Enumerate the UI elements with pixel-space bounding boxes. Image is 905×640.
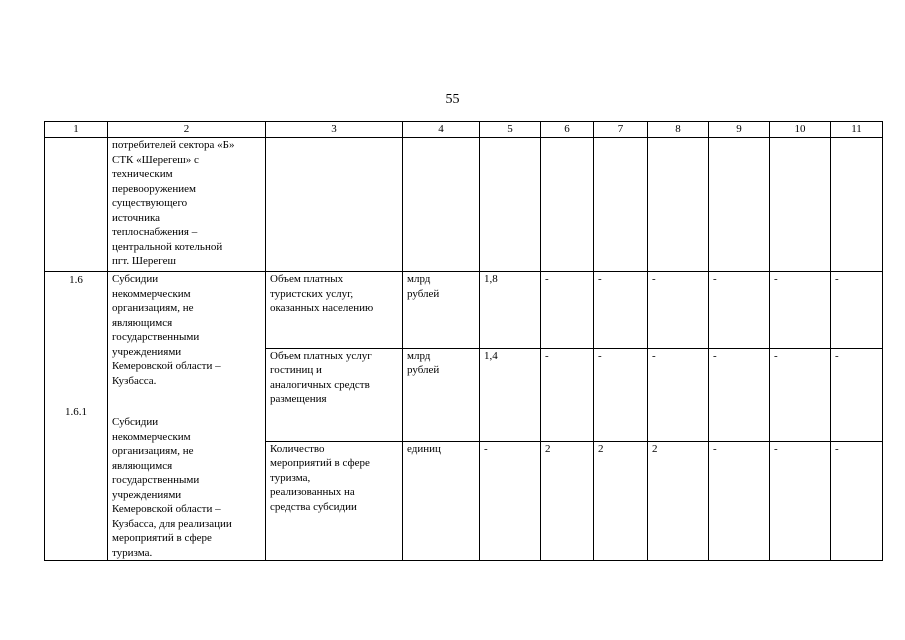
subsection-number: 1.6.1	[65, 405, 87, 418]
indicator-name-cell	[266, 348, 403, 441]
value-cell: -	[770, 441, 831, 561]
value-cell: -	[648, 348, 709, 441]
value-cell: -	[831, 272, 883, 349]
empty-cell	[541, 138, 594, 272]
value-cell: -	[541, 272, 594, 349]
indicator-unit: млрд рублей	[407, 349, 440, 377]
value-cell: -	[831, 348, 883, 441]
indicator-name-cell	[266, 272, 403, 349]
column-header: 8	[648, 122, 709, 138]
value-cell: 1,4	[480, 348, 541, 441]
section-description: Субсидии некоммерческим организациям, не являющимся государственными учреждениями Кемеровской области – Кузбасса.	[112, 273, 221, 387]
value-cell: -	[770, 348, 831, 441]
value-cell: -	[648, 272, 709, 349]
value-cell: 2	[594, 441, 648, 561]
value-cell: 2	[541, 441, 594, 561]
value-cell: -	[480, 441, 541, 561]
indicator-name: Объем платных туристских услуг, оказанных населению	[270, 273, 374, 314]
indicator-name: Объем платных услуг гостиниц и аналогичных средств размещения	[270, 349, 372, 406]
value-cell: -	[709, 348, 770, 441]
value-cell: -	[709, 441, 770, 561]
unit-cell	[403, 348, 480, 441]
indicators-table	[44, 121, 883, 561]
continuation-row	[45, 138, 883, 272]
column-header: 5	[480, 122, 541, 138]
empty-cell	[45, 138, 108, 272]
column-header: 1	[45, 122, 108, 138]
empty-cell	[480, 138, 541, 272]
value-cell: -	[831, 441, 883, 561]
column-header: 10	[770, 122, 831, 138]
indicator-unit: единиц	[407, 442, 441, 455]
column-header: 3	[266, 122, 403, 138]
empty-cell	[831, 138, 883, 272]
empty-cell	[594, 138, 648, 272]
empty-cell	[266, 138, 403, 272]
column-header: 4	[403, 122, 480, 138]
value-cell: -	[541, 348, 594, 441]
section-description-cell	[108, 272, 266, 561]
empty-cell	[770, 138, 831, 272]
column-header: 9	[709, 122, 770, 138]
column-header: 7	[594, 122, 648, 138]
unit-cell	[403, 272, 480, 349]
value-cell: -	[709, 272, 770, 349]
continuation-text: потребителей сектора «Б» СТК «Шерегеш» с техническим перевооружением существующего источника теплоснабжения – центральной котельной пгт. Шерегеш	[112, 139, 235, 267]
value-cell: 1,8	[480, 272, 541, 349]
indicator-unit: млрд рублей	[407, 273, 440, 300]
value-cell: 2	[648, 441, 709, 561]
empty-cell	[403, 138, 480, 272]
indicator-name-cell	[266, 441, 403, 561]
unit-cell	[403, 441, 480, 561]
section-number: 1.6	[69, 274, 83, 286]
column-header: 11	[831, 122, 883, 138]
empty-cell	[709, 138, 770, 272]
page-number: 55	[445, 92, 460, 107]
measure-description	[108, 138, 266, 272]
column-header: 2	[108, 122, 266, 138]
indicator-row	[45, 272, 883, 349]
section-number-cell	[45, 272, 108, 561]
indicator-name: Количество мероприятий в сфере туризма, реализованных на средства субсидии	[270, 442, 370, 513]
value-cell: -	[594, 272, 648, 349]
column-header: 6	[541, 122, 594, 138]
value-cell: -	[770, 272, 831, 349]
empty-cell	[648, 138, 709, 272]
subsection-description: Субсидии некоммерческим организациям, не являющимся государственными учреждениями Кемеровской области – Кузбасса, для реализации мероприятий в сфере туризма.	[112, 416, 232, 559]
value-cell: -	[594, 348, 648, 441]
column-number-row	[45, 122, 883, 138]
